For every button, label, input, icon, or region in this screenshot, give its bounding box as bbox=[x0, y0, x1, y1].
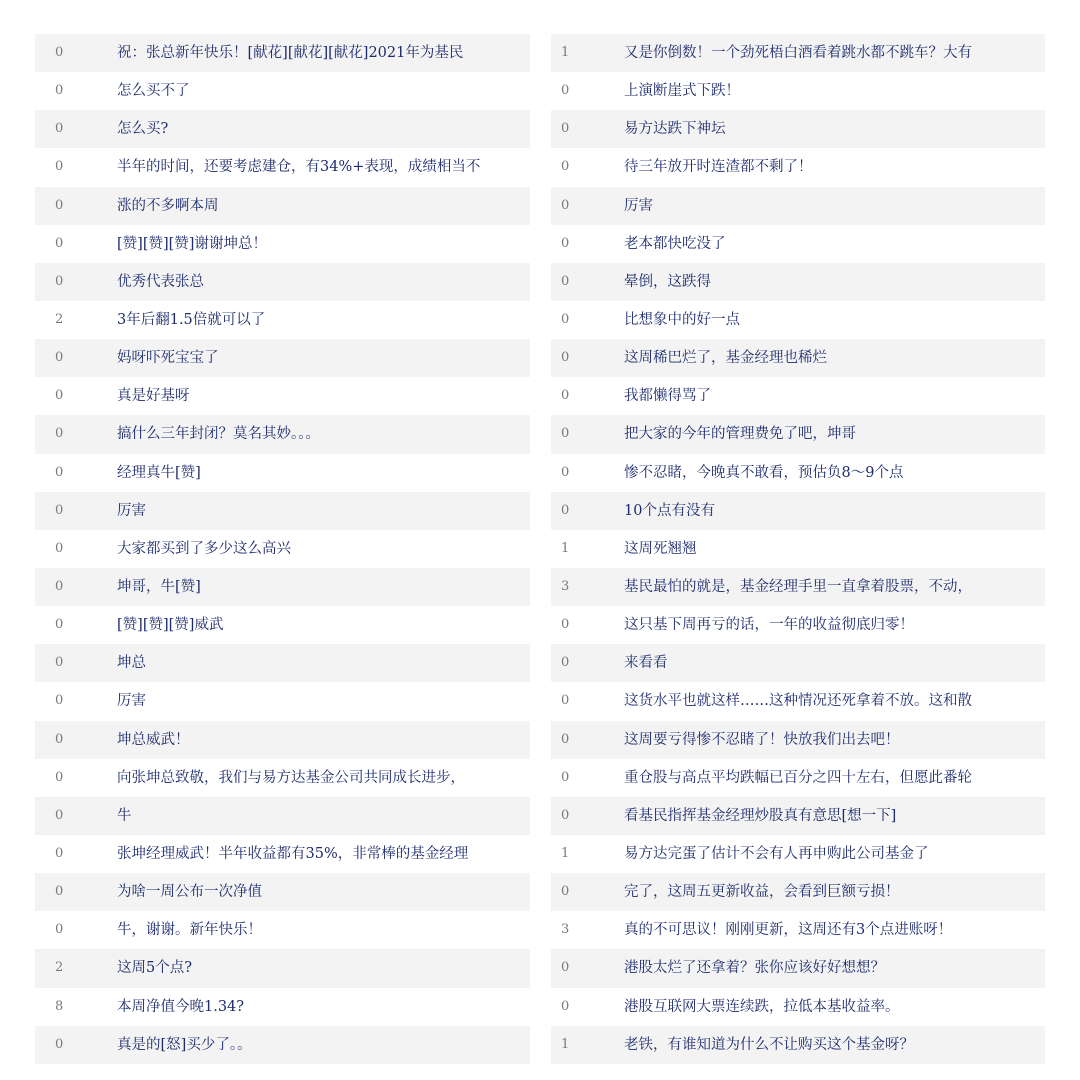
comment-title-link[interactable]: 3年后翻1.5倍就可以了 bbox=[117, 311, 266, 328]
comment-row[interactable] bbox=[35, 34, 530, 72]
comment-title-link[interactable]: 晕倒，这跌得 bbox=[624, 273, 711, 290]
comment-row[interactable] bbox=[551, 911, 1045, 949]
reply-count: 0 bbox=[55, 426, 64, 442]
reply-count: 0 bbox=[561, 998, 570, 1014]
reply-count: 0 bbox=[561, 121, 570, 137]
comment-title-link[interactable]: 怎么买? bbox=[117, 121, 169, 138]
reply-count: 0 bbox=[55, 540, 64, 556]
reply-count: 0 bbox=[55, 83, 64, 99]
comment-row[interactable] bbox=[551, 263, 1045, 301]
reply-count: 0 bbox=[55, 235, 64, 251]
comment-row[interactable] bbox=[551, 187, 1045, 225]
comment-row[interactable] bbox=[551, 949, 1045, 987]
reply-count: 0 bbox=[561, 502, 570, 518]
comment-row[interactable] bbox=[551, 682, 1045, 720]
reply-count: 0 bbox=[561, 388, 570, 404]
comment-row[interactable] bbox=[35, 415, 530, 453]
comment-title-link[interactable]: 搞什么三年封闭？莫名其妙。。。 bbox=[117, 426, 320, 443]
comment-title-link[interactable]: 这只基下周再亏的话，一年的收益彻底归零！ bbox=[624, 617, 914, 634]
comment-title-link[interactable]: 真是好基呀 bbox=[117, 388, 190, 405]
comment-title-link[interactable]: 这货水平也就这样……这种情况还死拿着不放。这和散 bbox=[624, 693, 972, 710]
comment-row[interactable] bbox=[551, 530, 1045, 568]
comment-row[interactable] bbox=[551, 797, 1045, 835]
comment-title-link[interactable]: 优秀代表张总 bbox=[117, 273, 204, 290]
comment-row[interactable] bbox=[35, 263, 530, 301]
comment-row[interactable] bbox=[35, 454, 530, 492]
reply-count: 0 bbox=[561, 159, 570, 175]
reply-count: 0 bbox=[55, 693, 64, 709]
comment-row[interactable] bbox=[551, 148, 1045, 186]
comment-row[interactable] bbox=[35, 72, 530, 110]
reply-count: 0 bbox=[561, 311, 570, 327]
comment-row[interactable] bbox=[35, 988, 530, 1026]
comment-title-link[interactable]: 经理真牛[赞] bbox=[117, 464, 201, 481]
reply-count: 0 bbox=[55, 807, 64, 823]
reply-count: 0 bbox=[55, 121, 64, 137]
comment-row[interactable] bbox=[551, 34, 1045, 72]
comment-row[interactable] bbox=[551, 988, 1045, 1026]
comment-title-link[interactable]: 我都懒得骂了 bbox=[624, 388, 711, 405]
reply-count: 0 bbox=[55, 617, 64, 633]
comment-title-link[interactable]: 这周要亏得惨不忍睹了！快放我们出去吧！ bbox=[624, 731, 900, 748]
comment-row[interactable] bbox=[35, 301, 530, 339]
comment-row[interactable] bbox=[35, 644, 530, 682]
comment-title-link[interactable]: 又是你倒数！一个劲死梧白酒看着跳水都不跳车？大有 bbox=[624, 45, 972, 61]
reply-count: 0 bbox=[561, 769, 570, 785]
reply-count: 1 bbox=[561, 540, 570, 556]
reply-count: 0 bbox=[561, 273, 570, 289]
reply-count: 0 bbox=[55, 922, 64, 938]
comment-title-link[interactable]: 厉害 bbox=[624, 197, 653, 214]
comment-row[interactable] bbox=[551, 759, 1045, 797]
comment-row[interactable] bbox=[551, 835, 1045, 873]
reply-count: 0 bbox=[561, 655, 570, 671]
comment-row[interactable] bbox=[35, 187, 530, 225]
left-comment-list bbox=[35, 34, 530, 1064]
reply-count: 0 bbox=[561, 235, 570, 251]
comment-title-link[interactable]: [赞][赞][赞]威武 bbox=[117, 617, 224, 634]
comment-title-link[interactable]: 重仓股与高点平均跌幅已百分之四十左右，但愿此番轮 bbox=[624, 769, 972, 786]
reply-count: 0 bbox=[561, 350, 570, 366]
comment-row[interactable] bbox=[551, 339, 1045, 377]
reply-count: 0 bbox=[55, 273, 64, 289]
comment-title-link[interactable]: 坤总威武！ bbox=[117, 731, 190, 748]
comment-row[interactable] bbox=[35, 377, 530, 415]
comment-row[interactable] bbox=[35, 148, 530, 186]
comment-title-link[interactable]: 这周5个点? bbox=[117, 960, 192, 977]
reply-count: 0 bbox=[55, 578, 64, 594]
right-comment-list bbox=[551, 34, 1045, 1064]
comment-title-link[interactable]: 上演断崖式下跌！ bbox=[624, 83, 740, 100]
reply-count: 3 bbox=[561, 922, 570, 938]
comment-row[interactable] bbox=[35, 682, 530, 720]
comment-row[interactable] bbox=[551, 568, 1045, 606]
reply-count: 0 bbox=[55, 502, 64, 518]
comment-row[interactable] bbox=[35, 797, 530, 835]
comment-row[interactable] bbox=[35, 568, 530, 606]
comment-row[interactable] bbox=[35, 1026, 530, 1064]
reply-count: 0 bbox=[55, 464, 64, 480]
reply-count: 0 bbox=[55, 845, 64, 861]
comment-title-link[interactable]: 半年的时间，还要考虑建仓，有34%+表现，成绩相当不 bbox=[117, 159, 481, 176]
comment-title-link[interactable]: 祝：张总新年快乐！[献花][献花][献花]2021年为基民 bbox=[117, 45, 464, 61]
comment-title-link[interactable]: 牛 bbox=[117, 807, 132, 824]
reply-count: 0 bbox=[561, 426, 570, 442]
reply-count: 0 bbox=[55, 655, 64, 671]
reply-count: 0 bbox=[561, 807, 570, 823]
comment-title-link[interactable]: 大家都买到了多少这么高兴 bbox=[117, 540, 291, 557]
comment-row[interactable] bbox=[551, 644, 1045, 682]
comment-row[interactable] bbox=[551, 873, 1045, 911]
comment-row[interactable] bbox=[551, 110, 1045, 148]
reply-count: 0 bbox=[561, 960, 570, 976]
comment-title-link[interactable]: 坤哥，牛[赞] bbox=[117, 578, 201, 595]
reply-count: 0 bbox=[561, 83, 570, 99]
comment-row[interactable] bbox=[551, 606, 1045, 644]
reply-count: 0 bbox=[55, 197, 64, 213]
reply-count: 2 bbox=[55, 311, 64, 327]
comment-row[interactable] bbox=[551, 454, 1045, 492]
comment-title-link[interactable]: 厉害 bbox=[117, 502, 146, 519]
comment-title-link[interactable]: 比想象中的好一点 bbox=[624, 311, 740, 328]
reply-count: 2 bbox=[55, 960, 64, 976]
reply-count: 3 bbox=[561, 578, 570, 594]
comment-title-link[interactable]: 向张坤总致敬，我们与易方达基金公司共同成长进步， bbox=[117, 769, 465, 786]
comment-title-link[interactable]: 张坤经理威武！半年收益都有35%，非常棒的基金经理 bbox=[117, 845, 469, 862]
comment-title-link[interactable]: 待三年放开时连渣都不剩了！ bbox=[624, 159, 813, 176]
comment-title-link[interactable]: 这周死翘翘 bbox=[624, 540, 697, 557]
comment-title-link[interactable]: 港股互联网大票连续跌，拉低本基收益率。 bbox=[624, 998, 900, 1015]
reply-count: 0 bbox=[561, 197, 570, 213]
comment-title-link[interactable]: 老铁，有谁知道为什么不让购买这个基金呀？ bbox=[624, 1036, 914, 1053]
comment-row[interactable] bbox=[35, 225, 530, 263]
comment-row[interactable] bbox=[35, 759, 530, 797]
comment-title-link[interactable]: 厉害 bbox=[117, 693, 146, 710]
reply-count: 0 bbox=[55, 388, 64, 404]
comment-title-link[interactable]: 妈呀吓死宝宝了 bbox=[117, 350, 219, 367]
comment-title-link[interactable]: 基民最怕的就是，基金经理手里一直拿着股票，不动， bbox=[624, 578, 972, 595]
comment-title-link[interactable]: [赞][赞][赞]谢谢坤总！ bbox=[117, 235, 267, 252]
comment-row[interactable] bbox=[35, 873, 530, 911]
comment-row[interactable] bbox=[35, 492, 530, 530]
reply-count: 0 bbox=[561, 731, 570, 747]
comment-row[interactable] bbox=[35, 339, 530, 377]
comment-title-link[interactable]: 这周稀巴烂了，基金经理也稀烂 bbox=[624, 350, 827, 367]
comment-title-link[interactable]: 易方达跌下神坛 bbox=[624, 121, 726, 138]
comment-row[interactable] bbox=[35, 949, 530, 987]
reply-count: 0 bbox=[561, 884, 570, 900]
comment-title-link[interactable]: 真是的[怒]买少了。。 bbox=[117, 1036, 252, 1053]
comment-title-link[interactable]: 怎么买不了 bbox=[117, 83, 190, 100]
comment-row[interactable] bbox=[551, 377, 1045, 415]
comment-title-link[interactable]: 惨不忍睹，今晚真不敢看，预估负8～9个点 bbox=[624, 464, 904, 481]
comment-row[interactable] bbox=[35, 835, 530, 873]
comment-row[interactable] bbox=[551, 301, 1045, 339]
reply-count: 0 bbox=[561, 617, 570, 633]
reply-count: 0 bbox=[561, 693, 570, 709]
comment-title-link[interactable]: 10个点有没有 bbox=[624, 502, 715, 519]
comment-row[interactable] bbox=[551, 415, 1045, 453]
comment-row[interactable] bbox=[551, 492, 1045, 530]
reply-count: 0 bbox=[55, 1036, 64, 1052]
comment-row[interactable] bbox=[35, 606, 530, 644]
reply-count: 8 bbox=[55, 998, 64, 1014]
comment-title-link[interactable]: 涨的不多啊本周 bbox=[117, 197, 219, 214]
reply-count: 1 bbox=[561, 45, 570, 60]
reply-count: 1 bbox=[561, 1036, 570, 1052]
comment-title-link[interactable]: 真的不可思议！刚刚更新，这周还有3个点进账呀！ bbox=[624, 922, 953, 939]
comment-title-link[interactable]: 港股太烂了还拿着？张你应该好好想想？ bbox=[624, 960, 885, 977]
comment-title-link[interactable]: 易方达完蛋了估计不会有人再申购此公司基金了 bbox=[624, 845, 929, 862]
reply-count: 0 bbox=[55, 769, 64, 785]
comment-row[interactable] bbox=[35, 721, 530, 759]
comment-title-link[interactable]: 完了，这周五更新收益，会看到巨额亏损！ bbox=[624, 884, 900, 901]
reply-count: 0 bbox=[55, 884, 64, 900]
reply-count: 0 bbox=[55, 350, 64, 366]
comment-title-link[interactable]: 牛，谢谢。新年快乐！ bbox=[117, 922, 262, 939]
comment-title-link[interactable]: 本周净值今晚1.34? bbox=[117, 998, 245, 1015]
reply-count: 0 bbox=[55, 159, 64, 175]
comment-title-link[interactable]: 来看看 bbox=[624, 655, 668, 672]
comment-row[interactable] bbox=[35, 110, 530, 148]
comment-row[interactable] bbox=[35, 911, 530, 949]
comment-row[interactable] bbox=[551, 225, 1045, 263]
comment-title-link[interactable]: 坤总 bbox=[117, 655, 146, 672]
comment-title-link[interactable]: 为啥一周公布一次净值 bbox=[117, 884, 262, 901]
reply-count: 0 bbox=[55, 45, 64, 60]
comment-row[interactable] bbox=[551, 721, 1045, 759]
comment-title-link[interactable]: 把大家的今年的管理费免了吧，坤哥 bbox=[624, 426, 856, 443]
comment-title-link[interactable]: 看基民指挥基金经理炒股真有意思[想一下] bbox=[624, 807, 897, 824]
reply-count: 1 bbox=[561, 845, 570, 861]
reply-count: 0 bbox=[55, 731, 64, 747]
comment-row[interactable] bbox=[35, 530, 530, 568]
reply-count: 0 bbox=[561, 464, 570, 480]
comment-row[interactable] bbox=[551, 72, 1045, 110]
comment-title-link[interactable]: 老本都快吃没了 bbox=[624, 235, 726, 252]
comment-row[interactable] bbox=[551, 1026, 1045, 1064]
